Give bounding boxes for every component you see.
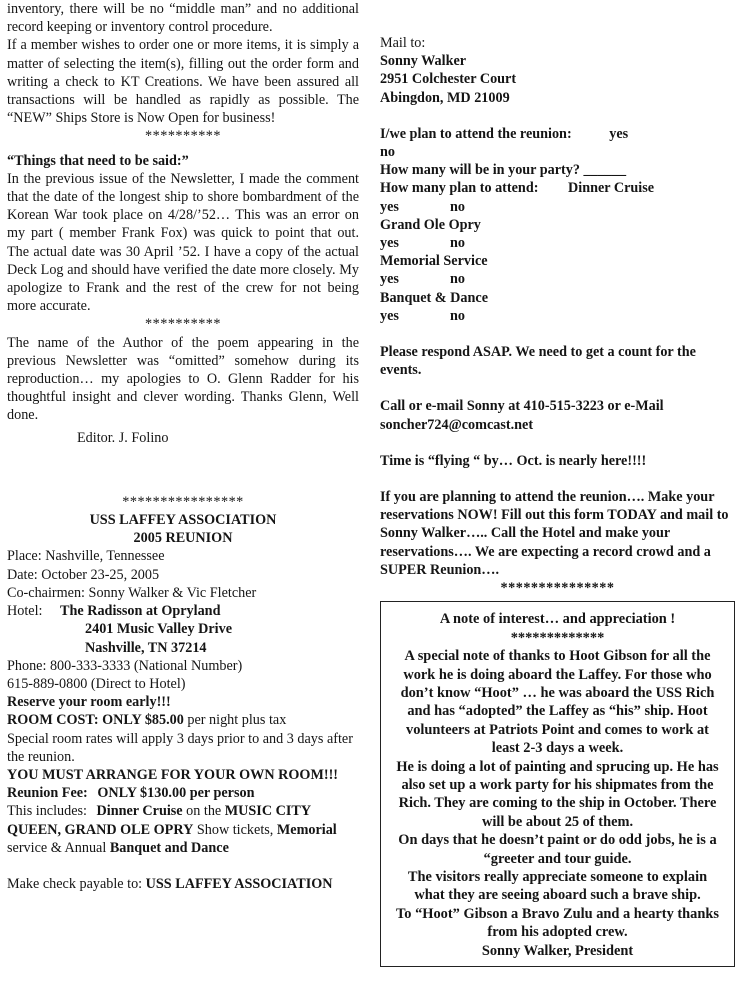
plan-question-text: How many plan to attend:: [380, 180, 539, 197]
association-title: USS LAFFEY ASSOCIATION: [89, 512, 277, 529]
event-banquet-dance: Banquet & Dance: [380, 289, 488, 306]
room-cost-label: ROOM COST: ONLY $85.00: [7, 712, 184, 729]
reunion-title: 2005 REUNION: [133, 530, 233, 547]
no-option: no: [450, 235, 465, 252]
separator-stars: ****************: [122, 493, 244, 510]
correction-paragraph: In the previous issue of the Newsletter, I made the comment that the date of the longest ship to shore bombardment of the Korean War took place on 4/28/’52… This was an error on my part ( member Frank Fox) was quick to point that out. The actual date was 30 April ’52. I have a copy of the actual Deck Log and should have verified the date more closely. My apologize to Frank and the rest of the crew for not being more accurate.: [7, 170, 359, 315]
left-column: [7, 0, 359, 893]
order-paragraph: If a member wishes to order one or more items, it is simply a matter of selecting the item(s), filling out the order form and writing a check to KT Creations. We have been assured all transactions will be handled as rapidly as possible. The “NEW” Ships Store is Now Open for business!: [7, 37, 359, 127]
fee-label: Reunion Fee:: [7, 785, 88, 802]
hotel-label: Hotel:: [7, 603, 43, 620]
reunion-date: Date: October 23-25, 2005: [7, 566, 160, 583]
includes-text: on the: [182, 803, 225, 820]
separator-stars: **********: [145, 316, 221, 333]
party-question: How many will be in your party? ______: [380, 162, 627, 179]
includes-dinner-cruise: Dinner Cruise: [96, 803, 183, 820]
event-grand-ole-opry: Grand Ole Opry: [380, 216, 481, 233]
poem-author-paragraph: The name of the Author of the poem appearing in the previous Newsletter was “omitted” somehow during its reproduction… my apologies to O. Glenn Radder for his thoughtful insight and clever wording. Thanks Glenn, Well done.: [7, 334, 359, 424]
special-rates: Special room rates will apply 3 days prior to and 3 days after the reunion.: [7, 730, 353, 765]
reunion-place: Place: Nashville, Tennessee: [7, 548, 165, 565]
includes-memorial: Memorial: [276, 821, 337, 838]
attend-no: no: [380, 144, 395, 161]
includes-label: This includes:: [7, 803, 87, 820]
yes-option: yes: [380, 307, 399, 324]
time-notice: Time is “flying “ by… Oct. is nearly here!!!!: [380, 452, 647, 469]
editor-signature: Editor. J. Folino: [77, 429, 169, 446]
separator-stars: ***************: [500, 580, 615, 597]
yes-option: yes: [380, 198, 399, 215]
plan-question: [380, 179, 735, 197]
box-title: A note of interest… and appreciation !: [439, 611, 676, 628]
reserve-notice: Reserve your room early!!!: [7, 694, 171, 711]
planning-notice: If you are planning to attend the reunion…. Make your reservations NOW! Fill out this form TODAY and mail to Sonny Walker….. Call the Hotel and make your reservations…. We are expecting a record crowd and a SUPER Reunion….: [380, 489, 729, 578]
yes-option: yes: [380, 271, 399, 288]
includes-music-city: MUSIC CITY QUEEN, GRAND OLE OPRY: [7, 803, 311, 838]
payable-label: Make check payable to:: [7, 875, 143, 892]
event-memorial-service: Memorial Service: [380, 253, 488, 270]
reunion-fee: [7, 784, 359, 802]
banquet-yes-no: [380, 307, 735, 325]
hotel-address-1: 2401 Music Valley Drive: [85, 621, 232, 638]
arrange-room-notice: YOU MUST ARRANGE FOR YOUR OWN ROOM!!!: [7, 766, 339, 783]
no-option: no: [450, 307, 465, 324]
fee-value: ONLY $130.00 per person: [97, 785, 255, 802]
yes-option: yes: [380, 235, 399, 252]
includes-text: Show tickets,: [193, 821, 274, 838]
box-paragraph: A special note of thanks to Hoot Gibson for all the work he is doing aboard the Laffey. For those who don’t know “Hoot” … he was aboard the USS Rich and has “adopted” the Laffey as “his” ship. Hoot volunteers at Patriots Point and comes to work at least 2-3 days a week.: [400, 648, 715, 757]
fee-includes: [7, 802, 359, 857]
box-stars: *************: [510, 629, 605, 646]
mail-address-2: Abingdon, MD 21009: [380, 89, 510, 106]
box-signature: Sonny Walker, President: [481, 942, 634, 959]
no-option: no: [450, 271, 465, 288]
box-paragraph: To “Hoot” Gibson a Bravo Zulu and a hearty thanks from his adopted crew.: [396, 905, 719, 941]
hotel-address-2: Nashville, TN 37214: [85, 639, 207, 656]
event-dinner-cruise: Dinner Cruise: [568, 180, 655, 197]
hotel-name: The Radisson at Opryland: [60, 603, 221, 620]
hotel-line: [7, 602, 359, 620]
opry-yes-no: [380, 234, 735, 252]
right-column: [380, 0, 735, 967]
dinner-yes-no: [380, 198, 735, 216]
things-heading: “Things that need to be said:”: [7, 152, 189, 169]
ships-store-paragraph: inventory, there will be no “middle man” and no additional record keeping or inventory control procedure.: [7, 1, 359, 36]
attend-yes: yes: [609, 125, 629, 142]
separator-stars: **********: [145, 128, 221, 145]
hotel-phone-national: Phone: 800-333-3333 (National Number): [7, 657, 243, 674]
reunion-cochairs: Co-chairmen: Sonny Walker & Vic Fletcher: [7, 584, 257, 601]
payable-value: USS LAFFEY ASSOCIATION: [145, 875, 333, 892]
box-paragraph: The visitors really appreciate someone to explain what they are seeing aboard such a brave ship.: [407, 868, 708, 904]
includes-text: service & Annual: [7, 839, 110, 856]
room-cost: [7, 711, 359, 729]
payable-line: [7, 875, 359, 893]
no-option: no: [450, 198, 465, 215]
box-paragraph: On days that he doesn’t paint or do odd jobs, he is a “greeter and tour guide.: [398, 832, 717, 867]
attend-question-text: I/we plan to attend the reunion:: [380, 125, 572, 142]
hotel-phone-direct: 615-889-0800 (Direct to Hotel): [7, 675, 186, 692]
contact-notice: Call or e-mail Sonny at 410-515-3223 or e-Mail soncher724@comcast.net: [380, 398, 664, 433]
box-paragraph: He is doing a lot of painting and sprucing up. He has also set up a work party for his shipmates from the Rich. They are coming to the ship in October. There will be about 25 of them.: [396, 758, 719, 830]
appreciation-box: [380, 601, 735, 967]
memorial-yes-no: [380, 270, 735, 288]
mail-name: Sonny Walker: [380, 53, 467, 70]
includes-banquet: Banquet and Dance: [109, 839, 229, 856]
mail-address-1: 2951 Colchester Court: [380, 71, 517, 88]
mail-to-label: Mail to:: [380, 35, 426, 51]
respond-notice: Please respond ASAP. We need to get a count for the events.: [380, 344, 696, 379]
attend-question: [380, 125, 735, 143]
room-cost-rest: per night plus tax: [183, 712, 287, 729]
